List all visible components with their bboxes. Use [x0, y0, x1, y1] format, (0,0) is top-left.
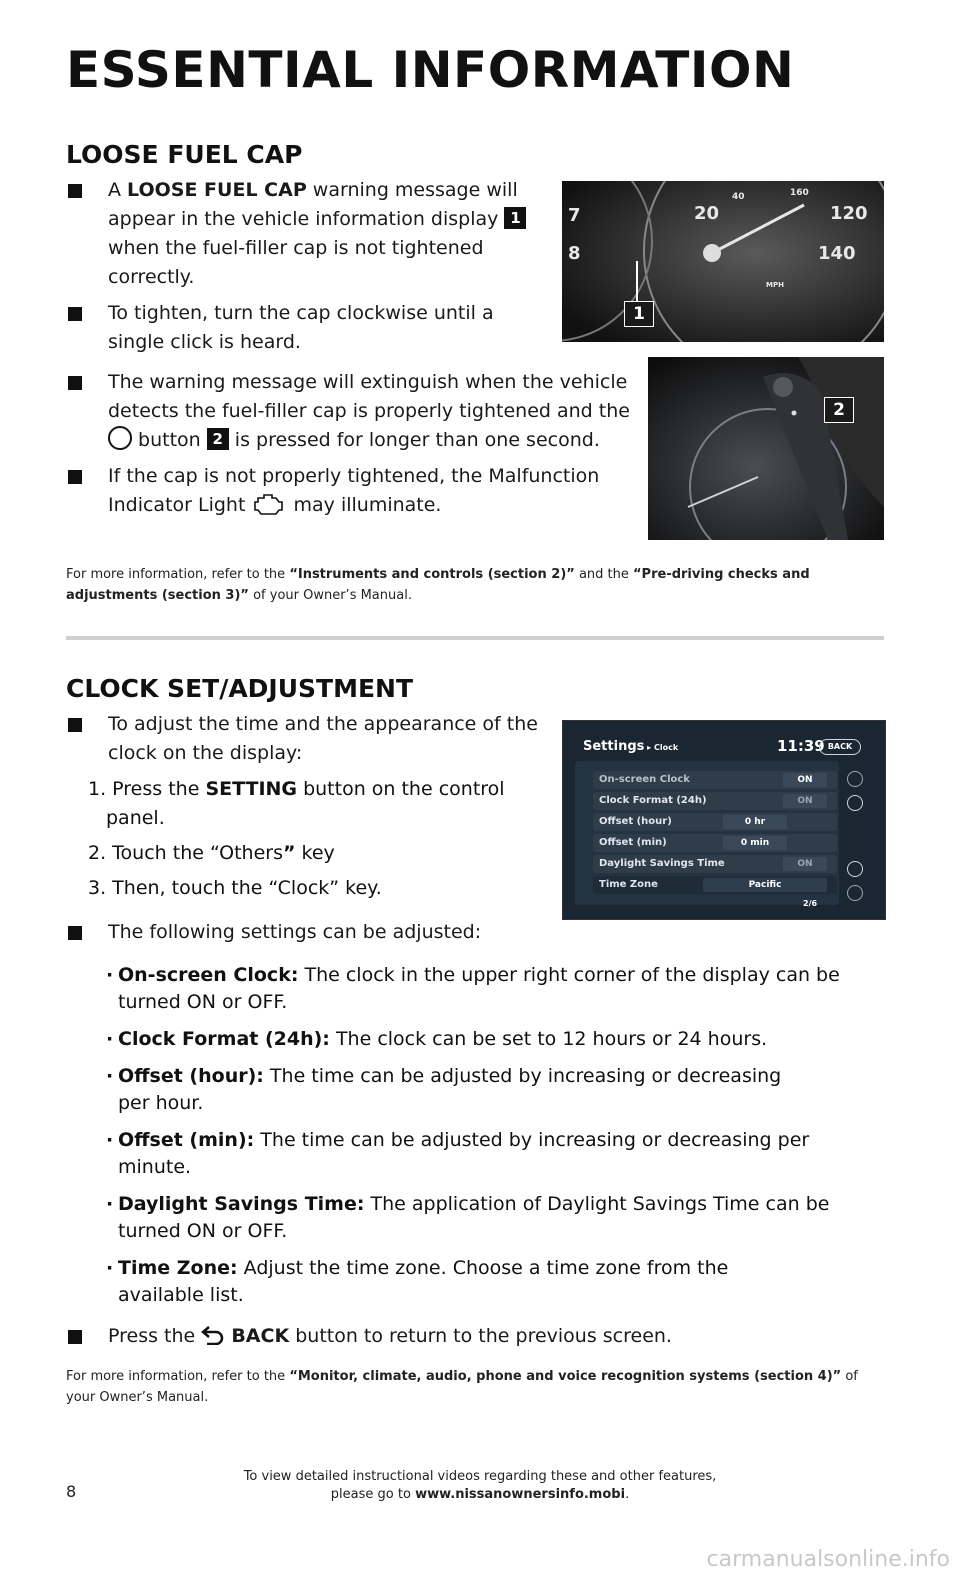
bullet-adjust-time: To adjust the time and the appearance of the clock on the display: — [66, 710, 546, 768]
callout-badge-2: 2 — [207, 428, 229, 450]
screen-value-on-screen-clock: ON — [783, 773, 827, 787]
speedometer-photo — [562, 181, 884, 342]
footer-note: To view detailed instructional videos regarding these and other features, please go to www.nissanownersinfo.mobi. — [243, 1469, 717, 1502]
clock-heading: CLOCK SET/ADJUSTMENT — [66, 674, 414, 703]
image-callout-1: 1 — [624, 301, 654, 327]
screen-value-offset-hour: 0 hr — [723, 815, 787, 829]
page-number: 8 — [66, 1482, 77, 1501]
steering-wheel-photo — [648, 357, 884, 540]
scroll-top-icon[interactable] — [847, 771, 863, 787]
footer-link[interactable]: www.nissanownersinfo.mobi — [415, 1487, 626, 1502]
bullet-warning-message: A LOOSE FUEL CAP warning message will appear in the vehicle information display 1 when the fuel-filler cap is not tightened correctly. — [66, 176, 536, 292]
screen-row-clock-format[interactable]: Clock Format (24h) — [593, 792, 837, 810]
setting-daylight-savings: · Daylight Savings Time: The application of Daylight Savings Time can be turned ON or OFF. — [66, 1191, 896, 1245]
setting-time-zone: · Time Zone: Adjust the time zone. Choose a time zone from the available list. — [66, 1255, 818, 1309]
engine-check-icon — [251, 493, 287, 526]
screen-value-time-zone: Pacific — [703, 878, 827, 892]
gauge-label-7: 7 — [568, 205, 581, 226]
clock-settings-screen — [562, 720, 886, 920]
scroll-up-icon[interactable] — [847, 795, 863, 811]
scroll-down-icon[interactable] — [847, 861, 863, 877]
bullet-press-back: Press the BACK button to return to the previous screen. — [66, 1322, 886, 1354]
setting-offset-min: · Offset (min): The time can be adjusted by increasing or decreasing per minute. — [66, 1127, 818, 1181]
screen-row-offset-hour[interactable]: Offset (hour) — [593, 813, 837, 831]
setting-on-screen-clock: · On-screen Clock: The clock in the upper right corner of the display can be turned ON or OFF. — [66, 962, 896, 1016]
screen-row-offset-min[interactable]: Offset (min) — [593, 834, 837, 852]
scroll-bottom-icon[interactable] — [847, 885, 863, 901]
loose-fuel-cap-bullets-2 — [66, 368, 638, 533]
gauge-label-160: 160 — [790, 188, 809, 198]
screen-pager: 2/6 — [803, 899, 818, 908]
screen-value-offset-min: 0 min — [723, 836, 787, 850]
circle-button-icon — [108, 426, 132, 450]
clock-note: For more information, refer to the “Monitor, climate, audio, phone and voice recognition systems (section 4)” of your Owner’s Manual. — [66, 1369, 858, 1405]
screen-time: 11:39 — [777, 737, 825, 755]
image-callout-2: 2 — [824, 397, 854, 423]
gauge-label-8: 8 — [568, 243, 581, 264]
clock-steps — [66, 775, 546, 903]
loose-fuel-cap-bullets — [66, 176, 536, 364]
screen-header: Settings ▸ Clock — [583, 739, 679, 754]
loose-fuel-cap-note: For more information, refer to the “Instruments and controls (section 2)” and the “Pre-driving checks and adjustments (section 3)” of your Owner’s Manual. — [66, 567, 810, 603]
screen-row-time-zone[interactable]: Time Zone — [593, 876, 837, 894]
back-arrow-icon — [201, 1325, 225, 1354]
gauge-label-20: 20 — [694, 203, 720, 224]
screen-row-on-screen-clock[interactable]: On-screen Clock — [593, 771, 837, 789]
watermark: carmanualsonline.info — [706, 1547, 950, 1572]
clock-bullets-2 — [66, 918, 886, 954]
gauge-label-140: 140 — [818, 243, 856, 264]
gauge-label-40: 40 — [732, 192, 745, 202]
step-2: 2. Touch the “Others” key — [88, 842, 335, 864]
setting-offset-hour: · Offset (hour): The time can be adjusted by increasing or decreasing per hour. — [66, 1063, 818, 1117]
bullet-malfunction: If the cap is not properly tightened, the Malfunction Indicator Light may illuminate. — [66, 462, 638, 526]
gauge-label-mph: MPH — [766, 281, 784, 289]
page-title: ESSENTIAL INFORMATION — [66, 41, 795, 99]
callout-badge-1: 1 — [504, 207, 526, 229]
screen-row-daylight-savings[interactable]: Daylight Savings Time — [593, 855, 837, 873]
clock-instructions — [66, 710, 546, 909]
section-divider — [66, 636, 884, 640]
step-1: 1. Press the SETTING button on the control panel. — [88, 778, 505, 829]
screen-value-daylight-savings: ON — [783, 857, 827, 871]
clock-bullets-3 — [66, 1322, 886, 1361]
step-3: 3. Then, touch the “Clock” key. — [88, 877, 382, 899]
bullet-settings-adjustable: The following settings can be adjusted: — [66, 918, 886, 947]
bullet-extinguish: The warning message will extinguish when the vehicle detects the fuel-filler cap is properly tightened and the button 2 is pressed for longer than one second. — [66, 368, 638, 455]
bullet-tighten: To tighten, turn the cap clockwise until a single click is heard. — [66, 299, 536, 357]
setting-clock-format: · Clock Format (24h): The clock can be set to 12 hours or 24 hours. — [66, 1026, 896, 1053]
clock-bullets — [66, 710, 546, 768]
screen-value-clock-format: ON — [783, 794, 827, 808]
clock-settings-list — [66, 962, 896, 1319]
screen-back-button[interactable]: BACK — [819, 739, 861, 755]
gauge-label-120: 120 — [830, 203, 868, 224]
loose-fuel-cap-heading: LOOSE FUEL CAP — [66, 140, 303, 169]
screen-scroll-controls — [846, 767, 864, 909]
